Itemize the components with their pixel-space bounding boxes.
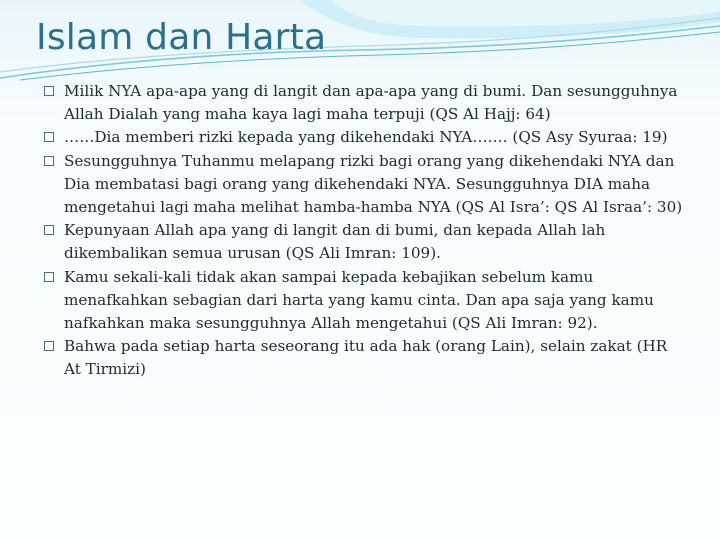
list-item xyxy=(44,80,684,126)
square-bullet-icon xyxy=(44,341,54,351)
list-item-text: Kamu sekali-kali tidak akan sampai kepada kebajikan sebelum kamu menafkahkan sebagian dari harta yang kamu cinta. Dan apa saja yang kamu nafkahkan maka sesungguhnya Allah mengetahui (QS Ali Imran: 92). xyxy=(64,267,654,333)
list-item-text: Sesungguhnya Tuhanmu melapang rizki bagi orang yang dikehendaki NYA dan Dia membatasi bagi orang yang dikehendaki NYA. Sesungguhnya DIA maha mengetahui lagi maha melihat hamba-hamba NYA (QS Al Isra’: QS Al Israa’: 30) xyxy=(64,151,683,217)
list-item-text: Kepunyaan Allah apa yang di langit dan di bumi, dan kepada Allah lah dikembalikan semua urusan (QS Ali Imran: 109). xyxy=(64,221,606,263)
list-item xyxy=(44,150,684,220)
square-bullet-icon xyxy=(44,272,54,282)
content-list xyxy=(44,80,684,382)
list-item xyxy=(44,126,684,149)
list-item-text: Milik NYA apa-apa yang di langit dan apa-apa yang di bumi. Dan sesungguhnya Allah Dialah yang maha kaya lagi maha terpuji (QS Al Hajj: 64) xyxy=(64,82,678,124)
square-bullet-icon xyxy=(44,156,54,166)
square-bullet-icon xyxy=(44,225,54,235)
square-bullet-icon xyxy=(44,132,54,142)
list-item-text: Bahwa pada setiap harta seseorang itu ada hak (orang Lain), selain zakat (HR At Tirmizi) xyxy=(64,337,668,379)
list-item xyxy=(44,335,684,381)
list-item xyxy=(44,219,684,265)
slide-title: Islam dan Harta xyxy=(36,17,327,58)
square-bullet-icon xyxy=(44,86,54,96)
list-item-text: ……Dia memberi rizki kepada yang dikehendaki NYA……. (QS Asy Syuraa: 19) xyxy=(64,128,668,147)
list-item xyxy=(44,266,684,336)
